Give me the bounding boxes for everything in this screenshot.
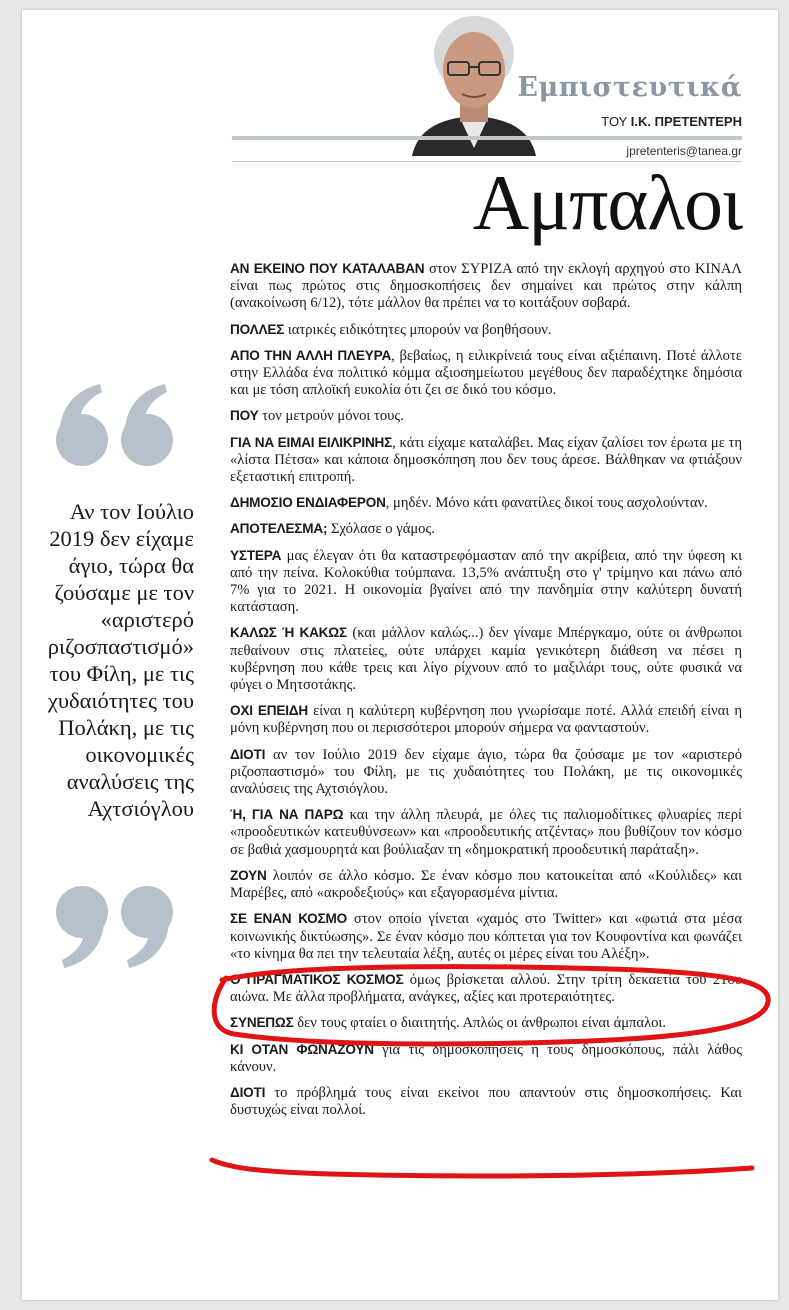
paragraph-lead: ΟΧΙ ΕΠΕΙΔΗ [230,703,308,719]
paragraph-text: λοιπόν σε άλλο κόσμο. Σε έναν κόσμο που κατοικείται από «Κούλιδες» και Μαρέβες, από «ακροδεξιούς» και εξαγορασμένα μίντια. [230,867,742,902]
paragraph-lead: ΔΙΟΤΙ [230,746,266,762]
paragraph-text: στον ΣΥΡΙΖΑ από την εκλογή αρχηγού στο ΚΙΝΑΛ είναι πως πρώτος στις δημοσκοπήσεις δεν σημαίνει και πρώτος στην κάλπη (ανακοίνωση 6/12), τότε μάλλον θα πρέπει να το κοιτάξουν σοβαρά. [230,261,742,312]
paragraph-lead: ΣΥΝΕΠΩΣ [230,1015,294,1031]
paragraph-lead: ΔΗΜΟΣΙΟ ΕΝΔΙΑΦΕΡΟΝ [230,495,386,511]
paragraph-text: , βεβαίως, η ειλικρίνειά τους είναι αξιέπαινη. Ποτέ άλλοτε στην Ελλάδα ένα πολιτικό κόμμα αξιοσημείωτου μεγέθους δεν παραδέχτηκε δημόσια και με τόση απλοϊκή ευκολία ότι ζει σε δικό του κόσμο. [230,347,742,399]
paragraph-text: δεν τους φταίει ο διαιτητής. Απλώς οι άνθρωποι είναι άμπαλοι. [293,1015,667,1032]
paragraph-text: και την άλλη πλευρά, με όλες τις παλιομοδίτικες φλυαρίες περί «προοδευτικών κατευθύνσεων» και «προοδευτικής ατζέντας» που βυθίζουν τον κόσμο σε βαθιά χασμουρητά και βούλιαξαν τη «δημοκρατική προοδευτική παράταξη». [230,807,742,858]
paragraph-text: όμως βρίσκεται αλλού. Στην τρίτη δεκαετία του 21ου αιώνα. Με άλλα προβλήματα, ανάγκες, αξίες και προτεραιότητες. [230,971,742,1006]
article-body [230,260,742,1127]
paragraph-text: ιατρικές ειδικότητες μπορούν να βοηθήσουν. [284,321,552,338]
paragraph-text: στον οποίο γίνεται «χαμός στο Twitter» και «φωτιά στα μέσα κοινωνικής δικτύωσης». Σε έναν κόσμο που κόπτεται για τον Κουφοντίνα και φωνάζει «το κίνημα θα πει την τελευταία λέξη, αυτές οι μέρες είναι του Αλέξη». [230,911,742,962]
paragraph-lead: ΓΙΑ ΝΑ ΕΙΜΑΙ ΕΙΛΙΚΡΙΝΗΣ [230,434,393,450]
paragraph-lead: ΑΠΟ ΤΗΝ ΑΛΛΗ ΠΛΕΥΡΑ [230,347,392,363]
paragraph-lead: ΠΟΥ [230,408,259,424]
paragraph-text: για τις δημοσκοπήσεις ή τους δημοσκόπους, πάλι λάθος κάνουν. [230,1041,742,1075]
paragraph [230,971,742,1006]
paragraph [230,321,742,339]
paragraph [230,702,742,737]
paragraph [230,434,742,487]
paragraph-lead: ΚΙ ΟΤΑΝ ΦΩΝΑΖΟΥΝ [230,1041,374,1057]
paragraph [230,806,742,859]
paragraph-text: αν τον Ιούλιο 2019 δεν είχαμε άγιο, τώρα θα ζούσαμε με τον «αριστερό ριζοσπαστισμό» του Φίλη, με τις χυδαιότητες του Πολάκη, με τις οικονομικές αναλύσεις της Αχτσιόγλου. [230,746,742,798]
paragraph [230,494,742,512]
paragraph-lead: Ο ΠΡΑΓΜΑΤΙΚΟΣ ΚΟΣΜΟΣ [230,971,404,987]
paragraph-text: Σχόλασε ο γάμος. [327,521,435,538]
paragraph-text: , κάτι είχαμε καταλάβει. Μας είχαν ζαλίσει τον έρωτα με τη «λίστα Πέτσα» και κάποια δημοσκόπηση που δεν τους άρεσε. Βάλθηκαν να φτιάξουν εξεταστική επιτροπή. [230,434,743,486]
close-quote-icon [50,880,180,970]
newspaper-page [22,10,778,1300]
paragraph-lead: ΣΕ ΕΝΑΝ ΚΟΣΜΟ [230,911,348,927]
paragraph [230,624,742,694]
paragraph [230,746,742,799]
paragraph-text: , μηδέν. Μόνο κάτι φανατίλες δικοί τους ασχολούνταν. [385,495,708,512]
paragraph-lead: ΚΑΛΩΣ Ή ΚΑΚΩΣ [230,625,347,641]
paragraph [230,407,742,425]
headline: Αμπαλοι [472,159,742,246]
paragraph [230,260,742,313]
paragraph [230,520,742,538]
column-name: Εμπιστευτικά [517,72,742,103]
paragraph-lead: Ή, ΓΙΑ ΝΑ ΠΑΡΩ [230,807,344,823]
paragraph-text: το πρόβλημά τους είναι εκείνοι που απαντούν στις δημοσκοπήσεις. Και δυστυχώς είναι πολλοί. [230,1084,742,1119]
author-email: jpretenteris@tanea.gr [626,144,742,158]
header-rule [232,136,742,140]
paragraph [230,867,742,902]
paragraph [230,910,742,963]
paragraph [230,1084,742,1119]
pull-quote: Αν τον Ιούλιο 2019 δεν είχαμε άγιο, τώρα θα ζούσαμε με τον «αριστερό ριζοσπαστισμό» του Φίλη, με τις χυδαιότητες του Πολάκη, με τις οικονομικές αναλύσεις της Αχτσιόγλου [47,499,194,821]
open-quote-icon [50,382,180,472]
paragraph-text: τον μετρούν μόνοι τους. [258,408,404,425]
byline-author: Ι.Κ. ΠΡΕΤΕΝΤΕΡΗ [630,114,742,129]
paragraph [230,347,742,400]
paragraph-text: είναι η καλύτερη κυβέρνηση που γνωρίσαμε ποτέ. Αλλά επειδή είναι η μόνη κυβέρνηση που οι περισσότεροι μπορούν σήμερα να φανταστούν. [230,703,742,737]
paragraph-text: (και μάλλον καλώς...) δεν γίναμε Μπέργκαμο, ούτε οι άνθρωποι πεθαίνουν στις πλατείες, ούτε υπάρχει καμία γενικότερη διάθεση να πέσει η κυβέρνηση που κάθε τρεις και λίγο ρίχνουν από το μαξιλάρι τους, ούτε φυσικά να φύγει ο Μητσοτάκης. [230,625,743,694]
byline [601,114,742,129]
paragraph-lead: ΑΝ ΕΚΕΙΝΟ ΠΟΥ ΚΑΤΑΛΑΒΑΝ [230,261,425,276]
paragraph-lead: ΠΟΛΛΕΣ [230,321,285,337]
paragraph [230,547,742,617]
paragraph [230,1041,742,1076]
paragraph-lead: ΔΙΟΤΙ [230,1084,266,1100]
byline-prefix: ΤΟΥ [601,114,628,129]
paragraph-lead: ΑΠΟΤΕΛΕΣΜΑ; [230,521,328,537]
paragraph-text: μας έλεγαν ότι θα καταστρεφόμασταν από την ακρίβεια, από την ύφεση κι από την πείνα. Κολοκύθια τούμπανα. 13,5% ανάπτυξη στο γ' τρίμηνο και πάνω από 7% για το 2021. Η οικονομία βγαίνει από την πανδημία στην καλύτερη δυνατή κατάσταση. [230,547,742,616]
paragraph-lead: ΥΣΤΕΡΑ [230,547,282,563]
paragraph-lead: ΖΟΥΝ [230,867,267,883]
paragraph [230,1014,742,1032]
